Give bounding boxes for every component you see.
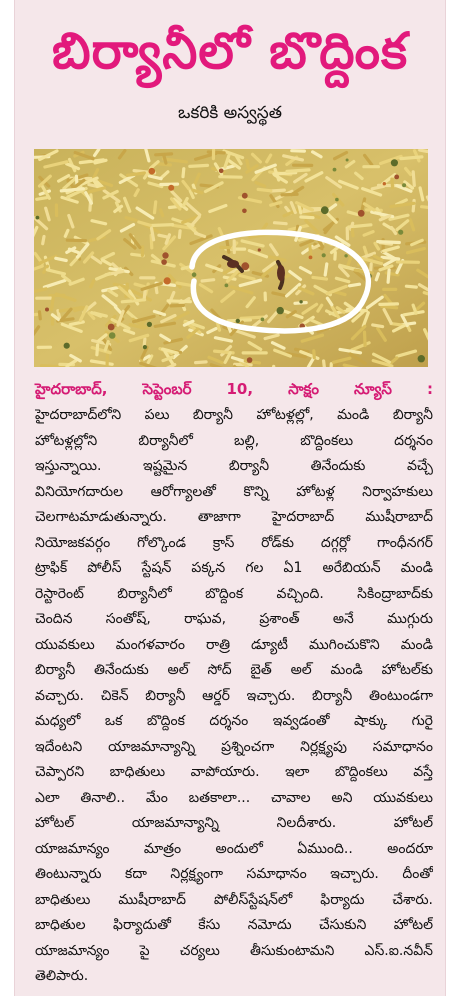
body-line: యాజమాన్యం పై చర్యలు తీసుకుంటామని ఎస్.ఐ.నవీన్ xyxy=(35,942,433,959)
body-line: రెస్టారెంట్ బిర్యానీలో బొద్దింక వచ్చింది. సికింద్రాబాద్‌కు xyxy=(35,585,433,602)
body-line: తింటున్నారు కదా నిర్లక్ష్యంగా సమాధానం ఇచ్చారు. దీంతో xyxy=(35,866,433,882)
body-line: చెప్పారని బాధితులు వాపోయారు. ఇలా బొద్దింకలు వస్తే xyxy=(35,764,433,780)
body-line: ట్రాఫిక్ పోలీస్ స్టేషన్ పక్కన గల ఏ1 అరేబియన్ మండి xyxy=(35,560,433,576)
body-line: ఇస్తున్నాయి. ఇష్టమైన బిర్యానీ తినేందుకు వచ్చే xyxy=(35,458,433,474)
body-line: మధ్యలో ఒక బొద్దింక దర్శనం ఇవ్వడంతో షాక్కు గురై xyxy=(35,713,433,729)
body-line: బాధితుల ఫిర్యాదుతో కేసు నమోదు చేసుకుని హోటల్ xyxy=(35,917,433,933)
body-line: చెలగాటమాడుతున్నారు. తాజాగా హైదరాబాద్ ముషీరాబాద్ xyxy=(35,509,433,525)
body-line: చెందిన సంతోష్, రాఘవ, ప్రశాంత్ అనే ముగ్గురు xyxy=(35,611,433,627)
article-body xyxy=(35,403,433,990)
body-line: హోటళ్లల్లోని బిర్యానీలో బల్లి, బొద్దింకలు దర్శనం xyxy=(35,432,433,449)
body-line: తెలిపారు. xyxy=(35,968,89,984)
news-clipping xyxy=(14,0,446,996)
body-line: బాధితులు ముషీరాబాద్ పోలీస్‌స్టేషన్‌లో ఫిర్యాదు చేశారు. xyxy=(35,891,433,908)
biryani-photo xyxy=(34,149,428,367)
headline: బిర్యానీలో బొద్దింక xyxy=(51,22,409,80)
dateline: హైదరాబాద్, సెప్టెంబర్ 10, సాక్షం న్యూస్ : xyxy=(35,380,433,398)
body-line: వినియోగదారుల ఆరోగ్యాలతో కొన్ని హోటళ్ల నిర్వాహకులు xyxy=(35,483,433,500)
subheadline: ఒకరికి అస్వస్థత xyxy=(178,103,282,123)
body-line: హోటల్ యాజమాన్యాన్ని నిలదీశారు. హోటల్ xyxy=(35,815,433,831)
body-line: యువకులు మంగళవారం రాత్రి డ్యూటీ ముగించుకొని మండి xyxy=(35,636,433,653)
body-line: హైదరాబాద్‌లోని పలు బిర్యానీ హోటళ్లల్లో, మండి బిర్యానీ xyxy=(35,407,433,423)
body-line: యాజమాన్యం మాత్రం అందులో ఏముంది.. అందరూ xyxy=(35,840,433,857)
body-line: ఇదేంటని యాజమాన్యాన్ని ప్రశ్నించగా నిర్లక్ష్యపు సమాధానం xyxy=(35,738,433,755)
body-line: బిర్యానీ తినేందుకు అల్ సోద్ బైత్ అల్ మండి హోటల్‌కు xyxy=(35,662,433,678)
body-line: ఎలా తినాలి.. మేం బతకాలా... చావాల అని యువకులు xyxy=(35,789,433,806)
body-line: నియోజకవర్గం గోల్కొండ క్రాస్ రోడ్‌కు దగ్గర్లో గాంధీనగర్ xyxy=(35,534,433,551)
body-line: వచ్చారు. చికెన్ బిర్యానీ ఆర్డర్ ఇచ్చారు. బిర్యానీ తింటుండగా xyxy=(35,687,433,704)
